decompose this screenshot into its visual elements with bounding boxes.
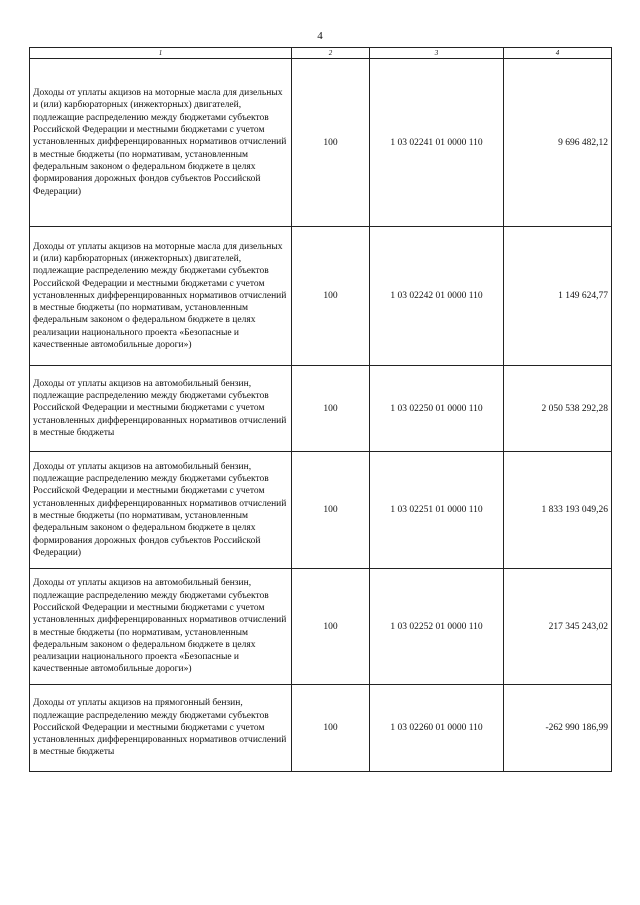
column-header-1: 1 (30, 48, 292, 59)
row-admin-code: 100 (292, 59, 370, 227)
table-header-row (30, 48, 612, 59)
row-description: Доходы от уплаты акцизов на автомобильный бензин, подлежащие распределению между бюджетами субъектов Российской Федерации и местными бюджетами с учетом установленных дифференцированных нормативов отчислений в местные бюджеты (30, 366, 292, 452)
row-admin-code: 100 (292, 227, 370, 366)
row-description: Доходы от уплаты акцизов на автомобильный бензин, подлежащие распределению между бюджетами субъектов Российской Федерации и местными бюджетами с учетом установленных дифференцированных нормативов отчислений в местные бюджеты (по нормативам, установленным федеральным законом о федеральном бюджете в целях реализации национального проекта «Безопасные и качественные автомобильные дороги») (30, 569, 292, 685)
row-budget-code: 1 03 02260 01 0000 110 (370, 685, 504, 772)
row-admin-code: 100 (292, 452, 370, 569)
table-row (30, 569, 612, 685)
row-amount: 2 050 538 292,28 (504, 366, 612, 452)
revenue-table (29, 47, 612, 772)
row-admin-code: 100 (292, 569, 370, 685)
row-budget-code: 1 03 02242 01 0000 110 (370, 227, 504, 366)
row-admin-code: 100 (292, 366, 370, 452)
row-description: Доходы от уплаты акцизов на моторные масла для дизельных и (или) карбюраторных (инжекторных) двигателей, подлежащие распределению между бюджетами субъектов Российской Федерации и местными бюджетами с учетом установленных дифференцированных нормативов отчислений в местные бюджеты (по нормативам, установленным федеральным законом о федеральном бюджете в целях формирования дорожных фондов субъектов Российской Федерации) (30, 59, 292, 227)
row-amount: 1 149 624,77 (504, 227, 612, 366)
row-description: Доходы от уплаты акцизов на прямогонный бензин, подлежащие распределению между бюджетами субъектов Российской Федерации и местными бюджетами с учетом установленных дифференцированных нормативов отчислений в местные бюджеты (30, 685, 292, 772)
row-amount: 1 833 193 049,26 (504, 452, 612, 569)
column-header-3: 3 (370, 48, 504, 59)
row-amount: -262 990 186,99 (504, 685, 612, 772)
row-budget-code: 1 03 02250 01 0000 110 (370, 366, 504, 452)
row-budget-code: 1 03 02252 01 0000 110 (370, 569, 504, 685)
column-header-2: 2 (292, 48, 370, 59)
row-amount: 9 696 482,12 (504, 59, 612, 227)
table-row (30, 227, 612, 366)
row-admin-code: 100 (292, 685, 370, 772)
table-row (30, 452, 612, 569)
page-number: 4 (317, 30, 323, 42)
table-row (30, 59, 612, 227)
row-amount: 217 345 243,02 (504, 569, 612, 685)
row-description: Доходы от уплаты акцизов на автомобильный бензин, подлежащие распределению между бюджетами субъектов Российской Федерации и местными бюджетами с учетом установленных дифференцированных нормативов отчислений в местные бюджеты (по нормативам, установленным федеральным законом о федеральном бюджете в целях формирования дорожных фондов субъектов Российской Федерации) (30, 452, 292, 569)
row-budget-code: 1 03 02241 01 0000 110 (370, 59, 504, 227)
row-description: Доходы от уплаты акцизов на моторные масла для дизельных и (или) карбюраторных (инжекторных) двигателей, подлежащие распределению между бюджетами субъектов Российской Федерации и местными бюджетами с учетом установленных дифференцированных нормативов отчислений в местные бюджеты (по нормативам, установленным федеральным законом о федеральном бюджете в целях реализации национального проекта «Безопасные и качественные автомобильные дороги») (30, 227, 292, 366)
column-header-4: 4 (504, 48, 612, 59)
table-row (30, 366, 612, 452)
row-budget-code: 1 03 02251 01 0000 110 (370, 452, 504, 569)
table-row (30, 685, 612, 772)
